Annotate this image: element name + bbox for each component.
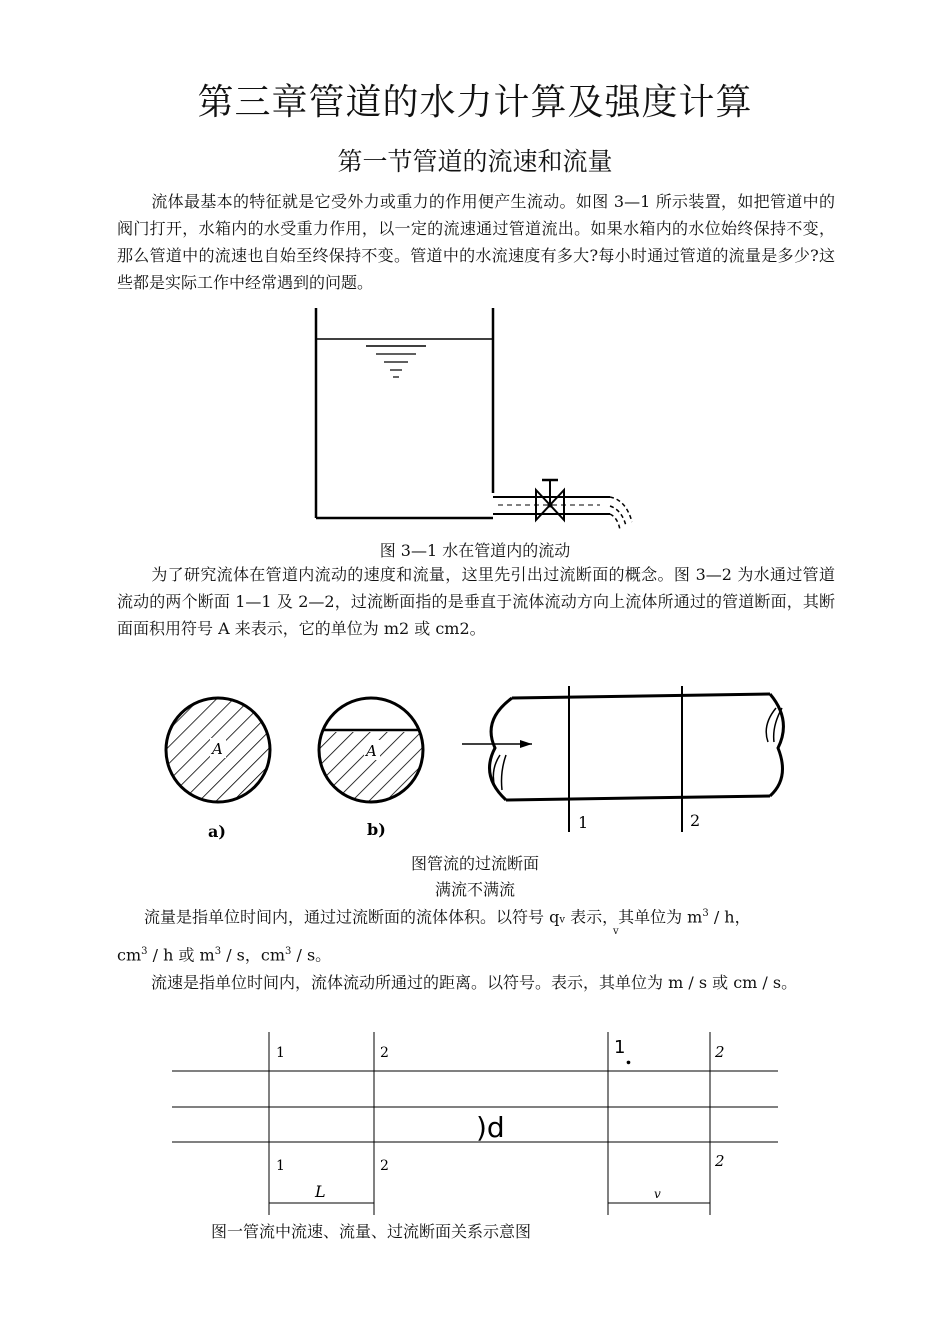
flow-label-1-bottom: 1: [276, 1158, 285, 1174]
figure-3-caption: 图一管流中流速、流量、过流断面关系示意图: [211, 1222, 532, 1241]
para3-line2-c: / s，cm: [221, 945, 286, 965]
para3-line2-b: / h 或 m: [147, 945, 215, 965]
label-a: a): [208, 822, 226, 841]
figure-tank-diagram: [300, 300, 645, 535]
velocity-label: v: [654, 1187, 661, 1201]
section-label-2: 2: [690, 811, 701, 830]
figure-flow-relation: [170, 1030, 785, 1222]
label-b: b): [367, 820, 386, 839]
paragraph-4: [117, 969, 835, 996]
paragraph-4-text: 流速是指单位时间内，流体流动所通过的距离。以符号。表示，其单位为 m / s 或 cm / s。: [151, 973, 798, 992]
para3-sub-v: v: [559, 914, 565, 926]
para3-sup-3: 3: [214, 946, 222, 957]
figure-1-caption: 图 3—1 水在管道内的流动: [379, 541, 571, 560]
flow-dot: .: [625, 1045, 632, 1069]
page-title: 第三章管道的水力计算及强度计算: [197, 82, 753, 123]
figure-2-caption: 图管流的过流断面: [410, 854, 539, 873]
section-title: 第一节管道的流速和流量: [337, 147, 613, 176]
para3-line2-a: cm: [117, 945, 142, 965]
para3-line2-d: / s。: [291, 945, 332, 965]
section-label-1: 1: [578, 813, 589, 832]
flow-label-1-top: 1: [276, 1045, 285, 1061]
para3-sup-4: 3: [285, 946, 292, 957]
para3-text2: 表示，其单位为 m: [565, 907, 703, 927]
paragraph-2: [117, 561, 835, 642]
para3-dangling-v: v: [613, 926, 619, 937]
figure-cross-sections: [150, 680, 810, 850]
flow-label-2-top: 2: [380, 1045, 389, 1061]
figure-2-subcaption: 满流不满流: [434, 880, 515, 899]
para3-text3: / h，: [708, 907, 751, 927]
area-label-a: A: [212, 740, 223, 758]
flow-label-2-right-top: 2: [715, 1043, 725, 1061]
flow-label-2-bottom: 2: [380, 1158, 389, 1174]
paragraph-1: [117, 188, 835, 296]
flow-label-1-right: 1: [614, 1037, 626, 1058]
diameter-label: )d: [476, 1111, 505, 1144]
paragraph-3-line2: [117, 941, 331, 966]
para3-text1: 流量是指单位时间内，通过过流断面的流体体积。以符号 q: [144, 907, 560, 927]
paragraph-2-text: 为了研究流体在管道内流动的速度和流量，这里先引出过流断面的概念。图 3—2 为水通过管道流动的两个断面 1—1 及 2—2，过流断面指的是垂直于流体流动方向上流体所通过的管道断面，其断面面积用符号 A 来表示，它的单位为 m2 或 cm2。: [117, 565, 835, 638]
para3-sup-2: 3: [141, 946, 148, 957]
paragraph-1-text: 流体最基本的特征就是它受外力或重力的作用便产生流动。如图 3—1 所示装置，如把管道中的阀门打开，水箱内的水受重力作用，以一定的流速通过管道流出。如果水箱内的水位始终保持不变，那么管道中的流速也自始至终保持不变。管道中的水流速度有多大?每小时通过管道的流量是多少?这些都是实际工作中经常遇到的问题。: [117, 192, 835, 292]
paragraph-3-line1: [144, 903, 844, 931]
area-label-b: A: [366, 742, 377, 760]
length-label: L: [315, 1182, 326, 1201]
para3-sup-1: 3: [702, 908, 709, 919]
flow-label-2-right-bottom: 2: [715, 1152, 725, 1170]
